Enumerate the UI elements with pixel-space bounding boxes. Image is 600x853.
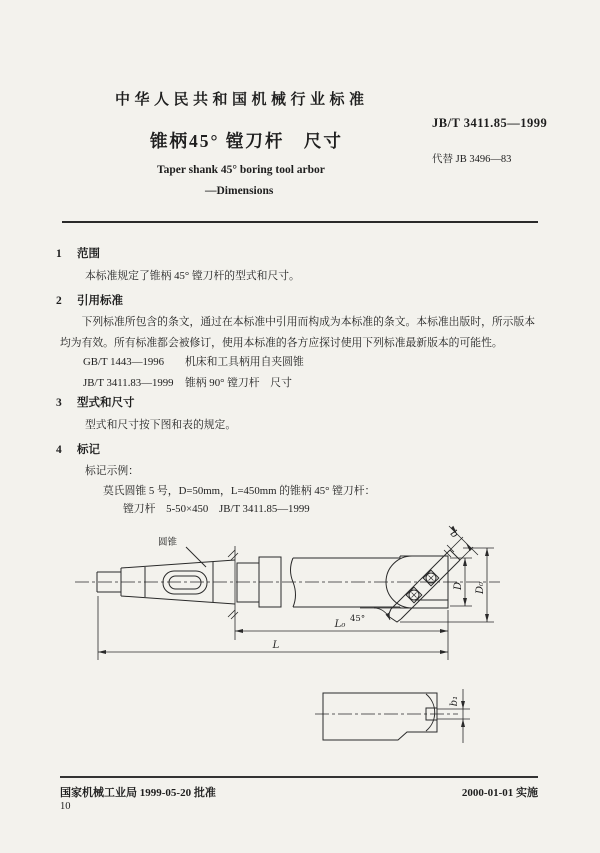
standard-title-en: Taper shank 45° boring tool arbor (157, 164, 325, 176)
reference-title: 锥柄 90° 镗刀杆 尺寸 (185, 377, 292, 389)
head-diameter-label: D (453, 581, 464, 591)
footer-divider (60, 776, 538, 778)
replaces-note: 代替 JB 3496—83 (432, 154, 512, 165)
reference-code: JB/T 3411.83—1999 (83, 377, 174, 389)
section-1-paragraph: 本标准规定了锥柄 45° 镗刀杆的型式和尺寸。 (85, 270, 300, 282)
designation-example-label: 标记示例： (85, 465, 139, 477)
national-standard-title: 中华人民共和国机械行业标准 (115, 92, 369, 108)
implementation-date: 2000-01-01 实施 (461, 787, 538, 799)
reference-code: GB/T 1443—1996 (83, 356, 165, 368)
section-4-title: 标记 (77, 444, 100, 456)
section-2-number: 2 (56, 295, 62, 307)
slot-width-label: b₁ (449, 695, 460, 707)
section-3-paragraph: 型式和尺寸按下图和表的规定。 (85, 419, 237, 431)
angle-label: 45° (350, 614, 366, 624)
taper-leader-line (186, 547, 206, 567)
standard-title-cn: 锥柄45° 镗刀杆 尺寸 (150, 131, 343, 151)
designation-example: 镗刀杆 5-50×450 JB/T 3411.85—1999 (123, 503, 310, 515)
section-2-paragraph: 下列标准所包含的条文，通过在本标准中引用而构成为本标准的条文。本标准出版时，所示版本均为有效。所有标准都会被修订，使用本标准的各方应探讨使用下列标准最新版本的可能性。 (60, 316, 536, 349)
section-2-title: 引用标准 (77, 295, 123, 307)
reference-title: 机床和工具柄用自夹圆锥 (185, 356, 304, 368)
bar-body-outline (291, 558, 401, 607)
page-number: 10 (60, 801, 71, 812)
section-3-title: 型式和尺寸 (77, 397, 135, 409)
designation-example-description: 莫氏圆锥 5 号，D=50mm，L=450mm 的锥柄 45° 镗刀杆： (103, 485, 376, 497)
section-1-title: 范围 (77, 248, 100, 260)
head-length-label: L₀ (334, 619, 346, 630)
side-view-outline (323, 693, 437, 740)
section-3-number: 3 (56, 397, 62, 409)
standard-number: JB/T 3411.85—1999 (432, 116, 548, 130)
dimension-L0 (235, 610, 448, 660)
boring-tool-bar (388, 545, 460, 622)
taper-label: 圆锥 (158, 537, 178, 548)
approval-note: 国家机械工业局 1999-05-20 批准 (60, 787, 216, 799)
standard-subtitle-en: —Dimensions (205, 185, 274, 197)
dimension-angle-45 (360, 608, 402, 620)
total-length-label: L (272, 640, 280, 651)
section-1-number: 1 (56, 248, 62, 260)
section-4-number: 4 (56, 444, 62, 456)
outer-diameter-label: D₀ (475, 581, 486, 595)
tool-width-label: b (447, 528, 461, 541)
